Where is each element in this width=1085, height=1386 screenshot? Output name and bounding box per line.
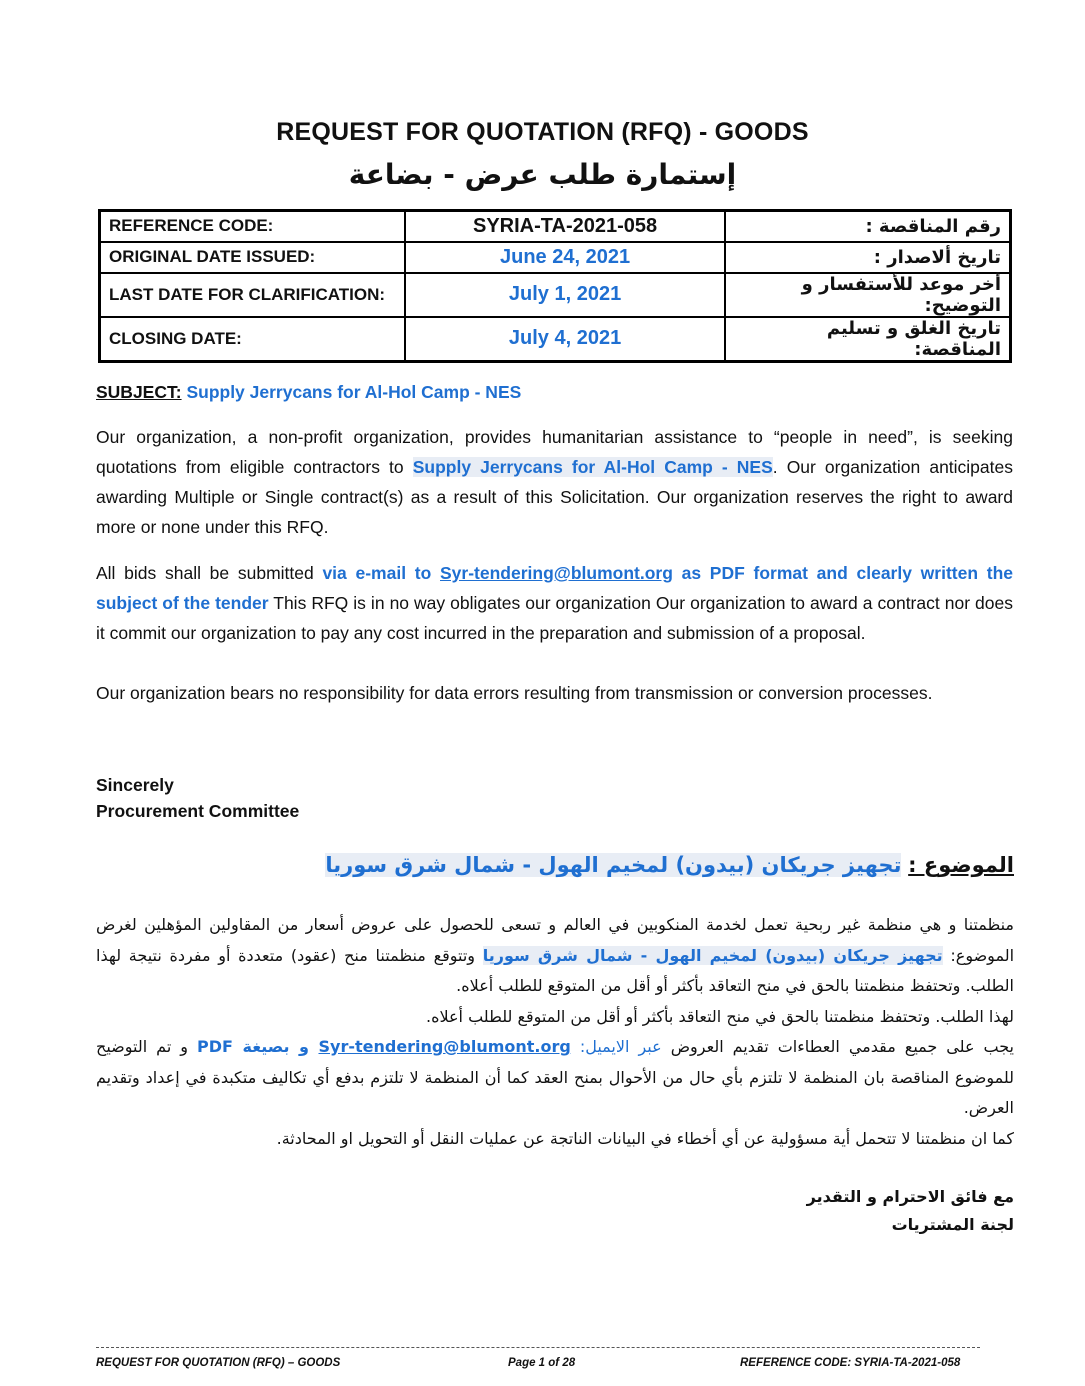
arabic-body	[96, 910, 1014, 1154]
table-row	[100, 273, 1011, 317]
arabic-subject-text: تجهيز جريكان (بيدون) لمخيم الهول - شمال شرق سوريا	[325, 853, 902, 877]
arabic-paragraph-intro	[96, 910, 1014, 1002]
table-row	[100, 317, 1011, 362]
subject-label: SUBJECT:	[96, 382, 182, 402]
submission-via: via e-mail to	[322, 563, 440, 583]
submission-format: as PDF format and clearly written the subject of the tender	[96, 563, 1013, 613]
table-row	[100, 242, 1011, 273]
date-issued-label: ORIGINAL DATE ISSUED:	[100, 242, 405, 273]
submission-email-link[interactable]: Syr-tendering@blumont.org	[440, 563, 673, 583]
arabic-intro-text: منظمتنا و هي منظمة غير ربحية تعمل لخدمة المنكوبين في العالم و تسعى للحصول على عروض أسعار من المقاولين المؤهلين لغرض الموضوع:	[96, 915, 1015, 965]
paragraph-intro	[96, 422, 1013, 542]
arabic-regards-text: مع فائق الاحترام و التقدير	[806, 1187, 1014, 1206]
footer-divider	[96, 1347, 980, 1348]
clarification-date-label: LAST DATE FOR CLARIFICATION:	[100, 273, 405, 317]
arabic-paragraph-repeat: لهذا الطلب. وتحتفظ منظمتنا بالحق في منح التعاقد بأكثر أو أقل من المتوقع للطلب أعلاه.	[425, 1006, 1014, 1026]
committee-text: Procurement Committee	[96, 801, 300, 821]
document-title: REQUEST FOR QUOTATION (RFQ) - GOODS	[276, 118, 809, 146]
reference-code-value: SYRIA-TA-2021-058	[405, 211, 726, 242]
arabic-committee-text: لجنة المشتريات	[891, 1215, 1014, 1234]
document-title-arabic: إستمارة طلب عرض - بضاعة	[348, 158, 737, 191]
reference-table	[98, 209, 1012, 363]
arabic-signature-block	[96, 1183, 1014, 1239]
arabic-submission-text-end: و تم التوضيح للموضوع المناقصة بان المنظمة لا تلتزم بأي حال من الأحوال بمنح العقد كما أن المنظمة لا تلتزم بدفع أي تكاليف متكبدة في إعداد وتقديم العرض.	[96, 1037, 1014, 1117]
footer-page-number: Page 1 of 28	[508, 1357, 576, 1369]
arabic-submission-format: و بصيغة PDF	[197, 1037, 319, 1056]
intro-subject-highlight: Supply Jerrycans for Al-Hol Camp - NES	[412, 457, 773, 477]
submission-text-end: This RFQ is in no way obligates our organization Our organization to award a contract nor does it commit our organization to pay any cost incurred in the preparation and submission of a proposal.	[96, 593, 1013, 643]
closing-date-label-arabic: تاريخ الغلق و تسليم المناقصة:	[725, 317, 1010, 362]
sincerely-text: Sincerely	[96, 775, 174, 795]
paragraph-liability: Our organization bears no responsibility for data errors resulting from transmission or conversion processes.	[96, 683, 933, 703]
paragraph-submission	[96, 558, 1013, 648]
clarification-date-label-arabic: أخر موعد للأستفسار و التوضيح:	[725, 273, 1010, 317]
arabic-submission-via: عبر الايميل:	[570, 1037, 662, 1056]
intro-text: Our organization, a non-profit organization, provides humanitarian assistance to “people in need”, is seeking quotations from eligible contractors to	[96, 427, 1013, 477]
closing-date-value: July 4, 2021	[405, 317, 726, 362]
arabic-submission-text: يجب على جميع مقدمي العطاءات تقديم العروض	[661, 1037, 1015, 1056]
intro-text-end: . Our organization anticipates awarding Multiple or Single contract(s) as a result of this Solicitation. Our organization reserves the right to award more or none under this RFQ.	[96, 457, 1013, 537]
arabic-intro-highlight: تجهيز جريكان (بيدون) لمخيم الهول - شمال شرق سوريا	[482, 945, 943, 965]
arabic-paragraph-submission	[96, 1032, 1014, 1124]
subject-text: Supply Jerrycans for Al-Hol Camp - NES	[186, 382, 522, 402]
arabic-intro-text-end: وتتوقع منظمتنا منح (عقود) متعددة أو مفردة نتيجة لهذا الطلب. وتحتفظ منظمتنا بالحق في منح التعاقد بأكثر أو أقل من المتوقع للطلب أعلاه.	[96, 945, 1014, 995]
table-row	[100, 211, 1011, 242]
footer-title: REQUEST FOR QUOTATION (RFQ) – GOODS	[96, 1357, 341, 1369]
date-issued-label-arabic: تاريخ ألاصدار :	[725, 242, 1010, 273]
reference-code-label: REFERENCE CODE:	[100, 211, 405, 242]
closing-date-label: CLOSING DATE:	[100, 317, 405, 362]
footer-reference-code: REFERENCE CODE: SYRIA-TA-2021-058	[740, 1357, 961, 1369]
date-issued-value: June 24, 2021	[405, 242, 726, 273]
arabic-subject-line	[96, 848, 1014, 882]
arabic-paragraph-liability: كما ان منظمتنا لا تتحمل أية مسؤولية عن أي أخطاء في البيانات الناتجة عن عمليات النقل أو التحويل او المحادثة.	[276, 1128, 1014, 1148]
reference-code-label-arabic: رقم المناقصة :	[725, 211, 1010, 242]
signature-block	[96, 772, 1013, 824]
subject-line	[96, 377, 1013, 407]
clarification-date-value: July 1, 2021	[405, 273, 726, 317]
arabic-subject-label: الموضوع :	[908, 853, 1014, 877]
submission-text: All bids shall be submitted	[96, 563, 323, 583]
arabic-submission-email-link[interactable]: Syr-tendering@blumont.org	[318, 1037, 571, 1056]
